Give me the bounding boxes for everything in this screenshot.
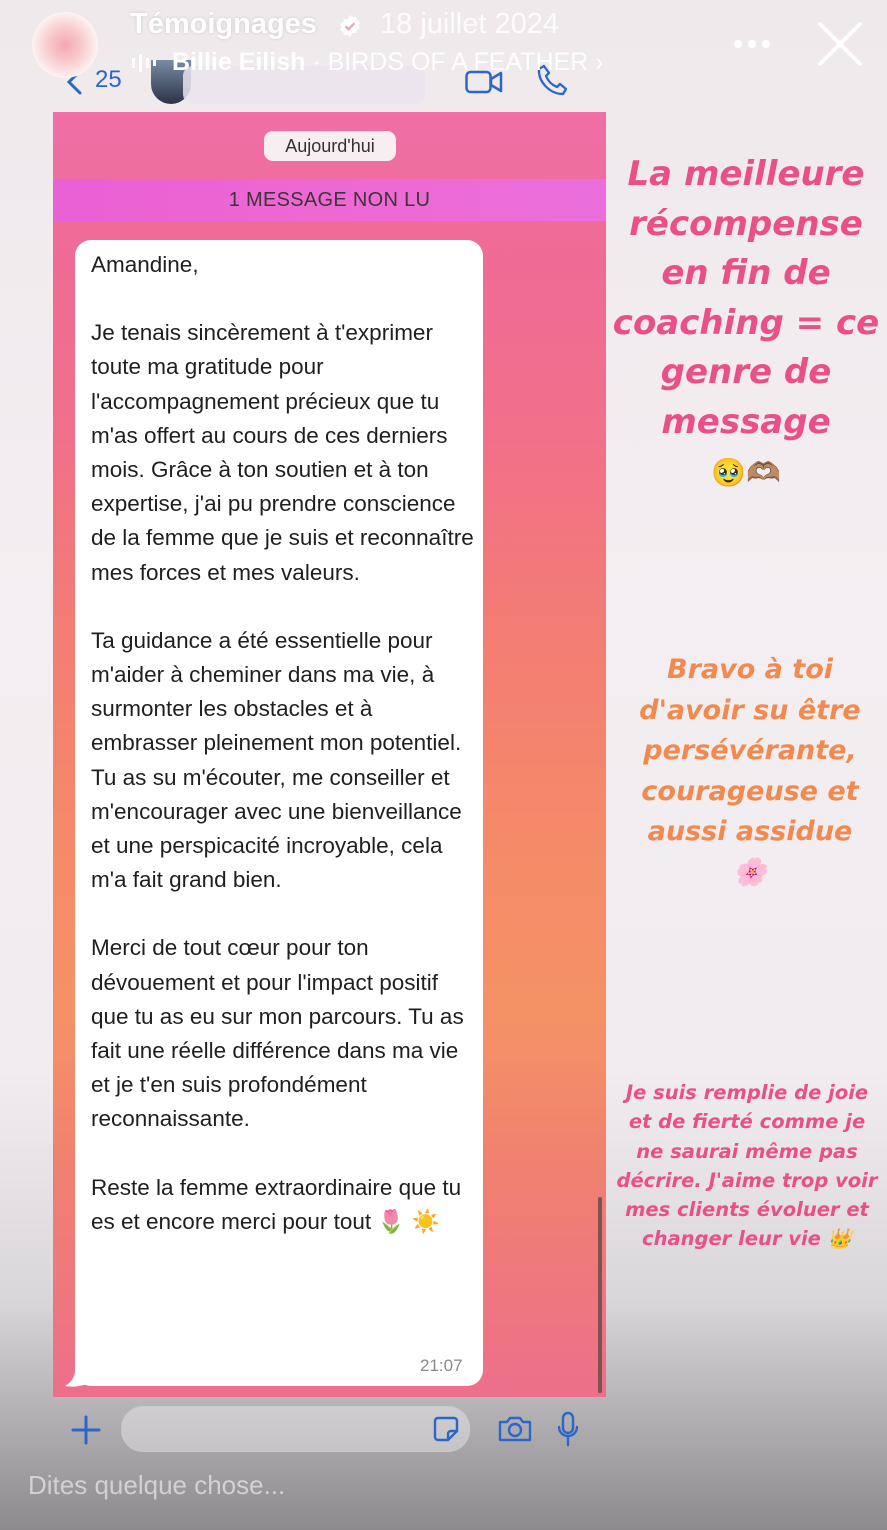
more-options-icon[interactable] <box>732 38 772 50</box>
music-bars-icon <box>132 52 158 74</box>
overlay-text-bravo-body: Bravo à toi d'avoir su être persévérante, courageuse et aussi assidue <box>639 654 861 847</box>
message-text <box>91 248 476 1273</box>
plus-icon[interactable] <box>71 1415 101 1445</box>
story-header <box>0 0 887 90</box>
story-reply-input[interactable]: Dites quelque chose... <box>28 1470 286 1500</box>
story-date: 18 juillet 2024 <box>380 8 559 40</box>
cherry-blossom-emoji: 🌸 <box>733 856 767 888</box>
music-track[interactable] <box>172 48 604 77</box>
overlay-text-reward <box>612 150 880 498</box>
message-greeting: Amandine, <box>91 252 199 277</box>
music-artist: Billie Eilish <box>172 48 306 76</box>
chat-scrollbar[interactable] <box>598 1197 602 1393</box>
chat-screenshot <box>53 112 606 1397</box>
music-title: BIRDS OF A FEATHER <box>327 48 589 76</box>
music-chevron-icon: › <box>595 48 604 76</box>
message-paragraph: Merci de tout cœur pour ton dévouement et pour l'impact positif que tu as eu sur mon parcours. Tu as fait une réelle différence dans ma vie et je t'en suis profondément reconnaissante. <box>91 935 464 1132</box>
message-paragraph: Je tenais sincèrement à t'exprimer toute ma gratitude pour l'accompagnement précieux que tu m'as offert au cours de ces derniers mois. Grâce à ton soutien et à ton expertise, j'ai pu prendre conscience de la femme que je suis et reconnaître mes forces et mes valeurs. <box>91 320 474 585</box>
camera-icon[interactable] <box>497 1415 533 1443</box>
message-bubble-tail <box>65 1370 87 1388</box>
unread-messages-banner: 1 MESSAGE NON LU <box>53 179 606 221</box>
overlay-text-reward-body: La meilleure récompense en fin de coaching = ce genre de message <box>612 154 880 442</box>
account-name[interactable]: Témoignages <box>130 8 317 40</box>
chat-input-row <box>53 1397 606 1462</box>
overlay-text-pride: Je suis remplie de joie et de fierté comme je ne saurai même pas décrire. J'aime trop voir mes clients évoluer et changer leur vie 👑 <box>616 1081 878 1251</box>
message-paragraph: Reste la femme extraordinaire que tu es et encore merci pour tout 🌷 ☀️ <box>91 1174 462 1234</box>
music-separator: · <box>305 48 328 76</box>
date-separator: Aujourd'hui <box>264 131 396 161</box>
close-icon[interactable] <box>816 20 864 68</box>
account-avatar[interactable] <box>32 12 98 78</box>
overlay-text-bravo <box>618 650 882 893</box>
back-unread-count[interactable]: 25 <box>95 66 122 93</box>
microphone-icon[interactable] <box>557 1411 579 1447</box>
pleading-face-heart-hands-emoji: 🥹🫶🏽 <box>711 456 781 489</box>
message-paragraph: Ta guidance a été essentielle pour m'aider à cheminer dans ma vie, à surmonter les obstacles et à embrasser pleinement mon potentiel. Tu as su m'écouter, me conseiller et m'encourager avec une bienveillance et une perspicacité incroyable, cela m'a fait grand bien. <box>91 627 462 893</box>
message-timestamp: 21:07 <box>420 1356 463 1375</box>
verified-badge-icon <box>338 14 362 38</box>
chat-message-input[interactable] <box>121 1406 470 1452</box>
sticker-icon[interactable] <box>433 1416 459 1442</box>
